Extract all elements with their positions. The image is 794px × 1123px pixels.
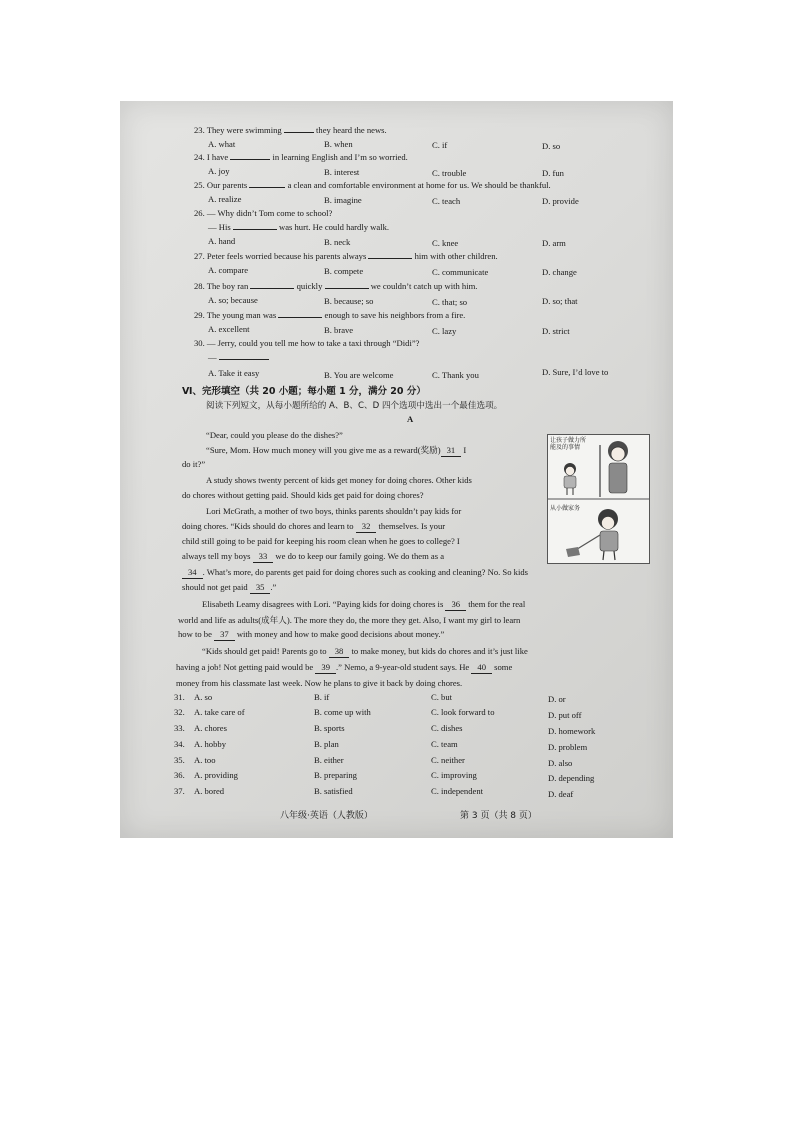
question-30: 30. — Jerry, could you tell me how to take a taxi through “Didi”? — [194, 338, 420, 348]
q32-option-a: A. take care of — [194, 707, 245, 717]
q31-option-a: A. so — [194, 692, 213, 702]
footer-page-number: 第 3 页（共 8 页） — [460, 811, 537, 821]
q37-option-d: D. deaf — [548, 789, 574, 799]
q29-option-a: A. excellent — [208, 324, 250, 334]
q26-option-d: D. arm — [542, 238, 566, 248]
section-vi-title: Ⅵ、完形填空（共 20 小题；每小题 1 分，满分 20 分） — [182, 386, 426, 397]
passage-line: 34 . What’s more, do parents get paid for doing chores such as cooking and cleaning? No. So kids — [182, 567, 528, 579]
section-vi-instructions: 阅读下列短文，从每小题所给的 A、B、C、D 四个选项中选出一个最佳选项。 — [206, 401, 503, 411]
q36-option-b: B. preparing — [314, 770, 357, 780]
q34-option-c: C. team — [431, 739, 458, 749]
q35-option-d: D. also — [548, 758, 573, 768]
passage-line: world and life as adults(成年人). The more they do, the more they get. Also, I want my girl to learn — [178, 615, 521, 625]
passage-line: “Kids should get paid! Parents go to 38 to make money, but kids do chores and it’s just like — [202, 646, 528, 656]
blank-36: 36 — [445, 599, 466, 611]
passage-line: “Sure, Mom. How much money will you give me as a reward(奖励) 31 I — [206, 445, 467, 455]
passage-line: Lori McGrath, a mother of two boys, thinks parents shouldn’t pay kids for — [206, 506, 462, 516]
q33-number: 33. — [174, 723, 185, 733]
q36-option-d: D. depending — [548, 773, 595, 783]
q25-option-c: C. teach — [432, 196, 461, 206]
q31-option-b: B. if — [314, 692, 330, 702]
q36-number: 36. — [174, 770, 185, 780]
q33-option-a: A. chores — [194, 723, 227, 733]
passage-line: should not get paid 35 .” — [182, 582, 277, 592]
q36-option-a: A. providing — [194, 770, 238, 780]
question-29: 29. The young man was enough to save his neighbors from a fire. — [194, 310, 466, 320]
q34-option-a: A. hobby — [194, 739, 226, 749]
question-26: 26. — Why didn’t Tom come to school? — [194, 208, 333, 218]
q23-option-b: B. when — [324, 139, 353, 149]
blank-33: 33 — [253, 551, 274, 563]
q25-option-a: A. realize — [208, 194, 242, 204]
passage-line: “Dear, could you please do the dishes?” — [206, 430, 343, 440]
chores-cartoon — [547, 434, 650, 564]
q35-option-c: C. neither — [431, 755, 465, 765]
q34-option-d: D. problem — [548, 742, 588, 752]
q29-option-b: B. brave — [324, 325, 354, 335]
q31-number: 31. — [174, 692, 185, 702]
q34-number: 34. — [174, 739, 185, 749]
question-26-reply: — His was hurt. He could hardly walk. — [208, 222, 390, 232]
blank-40: 40 — [471, 662, 492, 674]
q36-option-c: C. improving — [431, 770, 477, 780]
passage-line: do chores without getting paid. Should kids get paid for doing chores? — [182, 490, 424, 500]
q24-option-b: B. interest — [324, 167, 360, 177]
passage-line: having a job! Not getting paid would be 39 .” Nemo, a 9-year-old student says. He 40 some — [176, 662, 513, 672]
q24-option-c: C. trouble — [432, 168, 467, 178]
question-27: 27. Peter feels worried because his parents always him with other children. — [194, 251, 498, 261]
q35-number: 35. — [174, 755, 185, 765]
blank-32: 32 — [356, 521, 377, 533]
q27-option-d: D. change — [542, 267, 577, 277]
q33-option-d: D. homework — [548, 726, 596, 736]
question-24: 24. I have in learning English and I’m so worried. — [194, 152, 408, 162]
q31-option-c: C. but — [431, 692, 453, 702]
q29-option-d: D. strict — [542, 326, 570, 336]
q31-option-d: D. or — [548, 694, 566, 704]
passage-line: how to be 37 with money and how to make good decisions about money.” — [178, 629, 445, 639]
q32-option-b: B. come up with — [314, 707, 371, 717]
q32-option-d: D. put off — [548, 710, 582, 720]
scanned-exam-page — [120, 101, 673, 838]
passage-line: always tell my boys 33 we do to keep our family going. We do them as a — [182, 551, 445, 561]
passage-line: do it?” — [182, 459, 206, 469]
passage-line: money from his classmate last week. Now he plans to give it back by doing chores. — [176, 678, 463, 688]
q23-option-a: A. what — [208, 139, 236, 149]
q35-option-a: A. too — [194, 755, 216, 765]
q33-option-c: C. dishes — [431, 723, 463, 733]
question-25: 25. Our parents a clean and comfortable environment at home for us. We should be thankful. — [194, 180, 551, 190]
blank-35: 35 — [250, 582, 271, 594]
footer-grade-subject: 八年级·英语（人教版） — [280, 811, 373, 821]
blank-37: 37 — [214, 629, 235, 641]
q29-option-c: C. lazy — [432, 326, 457, 336]
q30-option-b: B. You are welcome — [324, 370, 394, 380]
q26-option-c: C. knee — [432, 238, 459, 248]
q23-option-d: D. so — [542, 141, 561, 151]
question-30-reply: — — [208, 352, 269, 363]
q32-option-c: C. look forward to — [431, 707, 495, 717]
q26-option-b: B. neck — [324, 237, 351, 247]
cartoon-caption-bottom: 从小做家务 — [550, 505, 581, 512]
q37-number: 37. — [174, 786, 185, 796]
q27-option-c: C. communicate — [432, 267, 489, 277]
q37-option-b: B. satisfied — [314, 786, 353, 796]
passage-label: A — [407, 414, 414, 424]
question-23: 23. They were swimming they heard the news. — [194, 125, 387, 135]
q24-option-d: D. fun — [542, 168, 564, 178]
q34-option-b: B. plan — [314, 739, 339, 749]
question-28: 28. The boy ran quickly we couldn’t catch up with him. — [194, 281, 478, 291]
passage-line: child still going to be paid for keeping his room clean when he goes to college? I — [182, 536, 460, 546]
q33-option-b: B. sports — [314, 723, 345, 733]
q37-option-a: A. bored — [194, 786, 225, 796]
blank-31: 31 — [441, 445, 462, 457]
q30-option-a: A. Take it easy — [208, 368, 260, 378]
q28-option-d: D. so; that — [542, 296, 578, 306]
passage-line: Elisabeth Leamy disagrees with Lori. “Paying kids for doing chores is 36 them for the real — [202, 599, 526, 609]
q23-option-c: C. if — [432, 140, 448, 150]
q27-option-a: A. compare — [208, 265, 249, 275]
passage-line: A study shows twenty percent of kids get money for doing chores. Other kids — [206, 475, 472, 485]
q28-option-c: C. that; so — [432, 297, 468, 307]
q25-option-d: D. provide — [542, 196, 579, 206]
q24-option-a: A. joy — [208, 166, 230, 176]
cartoon-drawing — [548, 435, 649, 563]
q26-option-a: A. hand — [208, 236, 236, 246]
q28-option-a: A. so; because — [208, 295, 258, 305]
blank-38: 38 — [329, 646, 350, 658]
q32-number: 32. — [174, 707, 185, 717]
cartoon-caption-top: 让孩子做力所能及的事情 — [550, 437, 587, 451]
q25-option-b: B. imagine — [324, 195, 362, 205]
passage-line: doing chores. “Kids should do chores and learn to 32 themselves. Is your — [182, 521, 446, 531]
blank-39: 39 — [315, 662, 336, 674]
q37-option-c: C. independent — [431, 786, 484, 796]
q28-option-b: B. because; so — [324, 296, 374, 306]
q30-option-d: D. Sure, I’d love to — [542, 367, 609, 377]
blank-34: 34 — [182, 567, 203, 579]
q30-option-c: C. Thank you — [432, 370, 479, 380]
q27-option-b: B. compete — [324, 266, 364, 276]
q35-option-b: B. either — [314, 755, 344, 765]
